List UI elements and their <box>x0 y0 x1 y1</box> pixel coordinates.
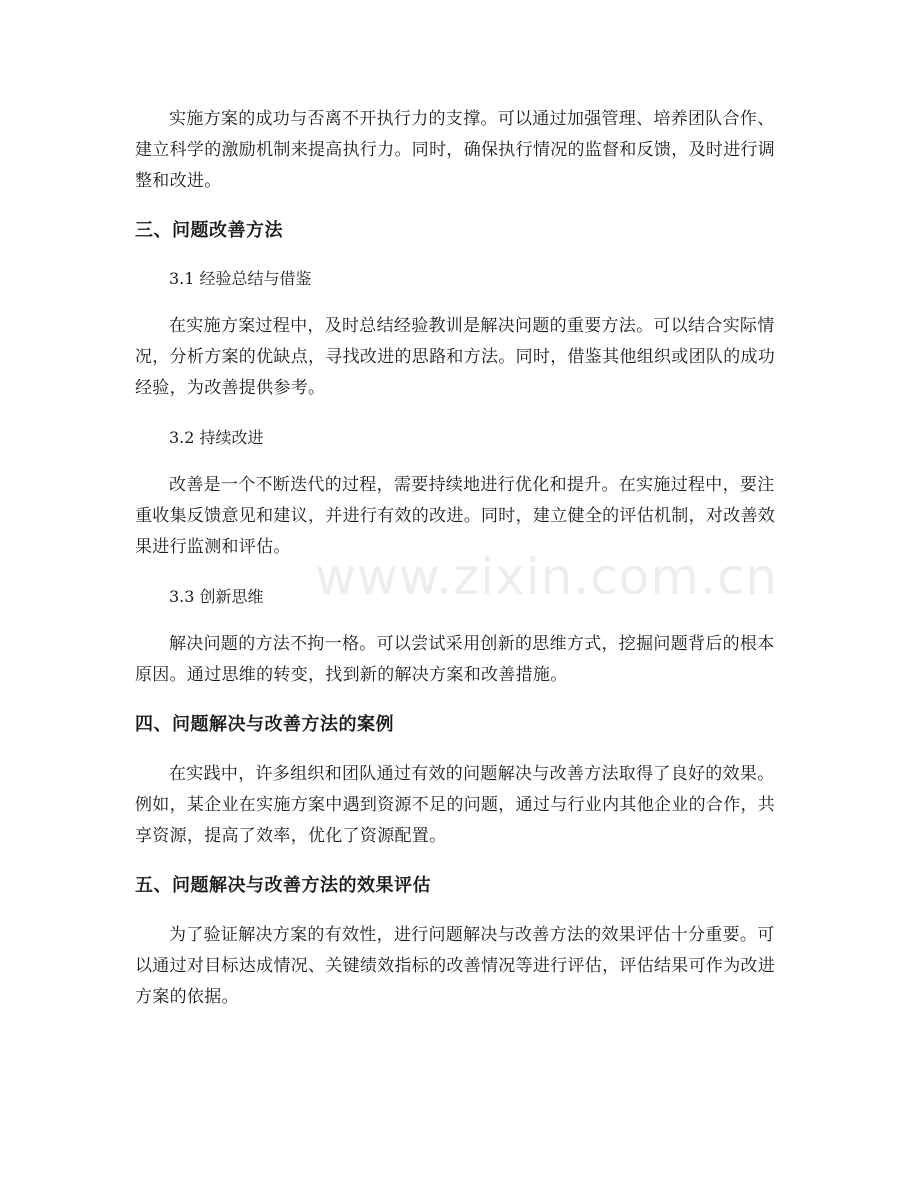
section-heading-3: 三、问题改善方法 <box>135 220 283 241</box>
watermark-text: www.zixin.com.cn <box>315 548 779 606</box>
document-body <box>135 104 787 1033</box>
section-heading-4: 四、问题解决与改善方法的案例 <box>135 714 394 735</box>
paragraph-5: 为了验证解决方案的有效性，进行问题解决与改善方法的效果评估十分重要。可以通过对目标达成情况、关键绩效指标的改善情况等进行评估，评估结果可作为改进方案的依据。 <box>135 925 776 1007</box>
paragraph-execution: 实施方案的成功与否离不开执行力的支撑。可以通过加强管理、培养团队合作、建立科学的激励机制来提高执行力。同时，确保执行情况的监督和反馈，及时进行调整和改进。 <box>135 109 776 191</box>
paragraph-3-3: 解决问题的方法不拘一格。可以尝试采用创新的思维方式，挖掘问题背后的根本原因。通过思维的转变，找到新的解决方案和改善措施。 <box>135 634 775 685</box>
paragraph-3-1: 在实施方案过程中，及时总结经验教训是解决问题的重要方法。可以结合实际情况，分析方案的优缺点，寻找改进的思路和方法。同时，借鉴其他组织或团队的成功经验，为改善提供参考。 <box>135 316 776 398</box>
paragraph-3-2: 改善是一个不断迭代的过程，需要持续地进行优化和提升。在实施过程中，要注重收集反馈意见和建议，并进行有效的改进。同时，建立健全的评估机制，对改善效果进行监测和评估。 <box>135 475 776 557</box>
subsection-heading-3-2: 3.2 持续改进 <box>169 428 264 447</box>
section-heading-5: 五、问题解决与改善方法的效果评估 <box>135 875 431 896</box>
subsection-heading-3-1: 3.1 经验总结与借鉴 <box>169 269 312 288</box>
paragraph-4: 在实践中，许多组织和团队通过有效的问题解决与改善方法取得了良好的效果。例如，某企业在实施方案中遇到资源不足的问题，通过与行业内其他企业的合作，共享资源，提高了效率，优化了资源配置。 <box>135 764 776 846</box>
subsection-heading-3-3: 3.3 创新思维 <box>169 587 264 606</box>
